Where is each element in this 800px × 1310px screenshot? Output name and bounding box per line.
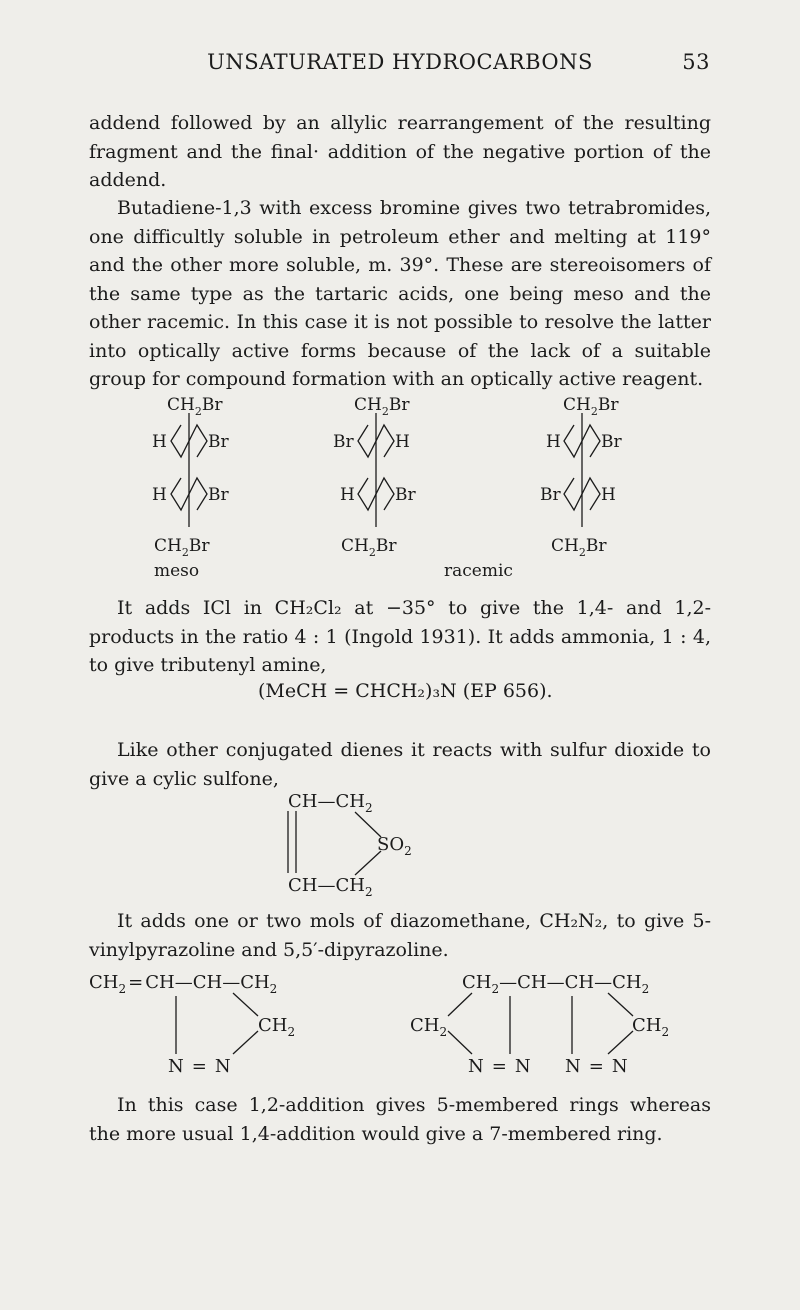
meso-h-2: H	[152, 485, 167, 505]
paragraph-5: It adds one or two mols of diazomethane, CH₂N₂, to give 5-vinylpyrazoline and 5,5′-dipyrazoline.	[89, 910, 711, 961]
tributenyl-amine-formula: (MeCH = CHCH₂)₃N (EP 656).	[258, 680, 553, 702]
racemic-label: racemic	[444, 561, 513, 581]
racemic-b-h-2: H	[601, 485, 616, 505]
paragraph-1: addend followed by an allylic rearrangement of the resulting fragment and the final· addition of the negative portion of the addend.	[89, 112, 711, 191]
meso-h-1: H	[152, 432, 167, 452]
paragraph-3: It adds ICl in CH₂Cl₂ at −35° to give the 1,4- and 1,2-products in the ratio 4 : 1 (Ingold 1931). It adds ammonia, 1 : 4, to give tributenyl amine,	[89, 597, 711, 676]
page-number: 53	[682, 50, 710, 74]
paragraph-2: Butadiene-1,3 with excess bromine gives two tetrabromides, one difficultly soluble in petroleum ether and melting at 119° and the other more soluble, m. 39°. These are stereoisomers of the same type as the tartaric acids, one being meso and the other racemic. In this case it is not possible to resolve the latter into optically active forms because of the lack of a suitable group for compound formation with an optically active reagent.	[89, 197, 711, 390]
racemic-a-h-2: H	[340, 485, 355, 505]
racemic-a-h-1: H	[395, 432, 410, 452]
pyrazoline-structures	[0, 968, 800, 1078]
racemic-b-br-1: Br	[601, 432, 622, 452]
running-header	[0, 50, 800, 84]
meso-top-group: $CH_2Br$	[167, 395, 223, 418]
cyclic-sulfone-structure	[0, 787, 800, 897]
racemic-a-br-1: Br	[333, 432, 354, 452]
racemic-a-br-2: Br	[395, 485, 416, 505]
meso-label: meso	[154, 561, 200, 581]
racemic-b-br-2: Br	[540, 485, 561, 505]
chapter-title: UNSATURATED HYDROCARBONS	[207, 50, 593, 74]
racemic-b-h-1: H	[546, 432, 561, 452]
meso-br-2: Br	[208, 485, 229, 505]
paragraph-4: Like other conjugated dienes it reacts with sulfur dioxide to give a cylic sulfone,	[89, 739, 711, 790]
sulfone-top-group: $CH—CH_2$	[288, 791, 373, 815]
paragraph-6: In this case 1,2-addition gives 5-membered rings whereas the more usual 1,4-addition would give a 7-membered ring.	[89, 1094, 711, 1145]
sulfone-bottom-group: $CH—CH_2$	[288, 875, 373, 897]
dipyrazoline-top: $CH_2—CH—CH—CH_2$	[462, 972, 650, 996]
bromide-stereo-diagram	[0, 395, 800, 585]
meso-br-1: Br	[208, 432, 229, 452]
racemic-b-bottom-group: $CH_2Br$	[551, 536, 607, 559]
racemic-b-top-group: $CH_2Br$	[563, 395, 619, 418]
racemic-a-bottom-group: $CH_2Br$	[341, 536, 397, 559]
vinylpyrazoline-top: $CH_2$ = $CH—CH—CH_2$	[89, 972, 278, 996]
sulfone-so2: $SO_2$	[377, 834, 412, 858]
dipyrazoline-right-nn: N = N	[565, 1056, 628, 1077]
dipyrazoline-left-nn: N = N	[468, 1056, 531, 1077]
vinylpyrazoline-ch2: $CH_2$	[258, 1015, 296, 1039]
racemic-a-top-group: $CH_2Br$	[354, 395, 410, 418]
dipyrazoline-right-ch2: $CH_2$	[632, 1015, 670, 1039]
meso-bottom-group: $CH_2Br$	[154, 536, 210, 559]
vinylpyrazoline-nn: N = N	[168, 1056, 231, 1077]
dipyrazoline-left-ch2: $CH_2$	[410, 1015, 448, 1039]
